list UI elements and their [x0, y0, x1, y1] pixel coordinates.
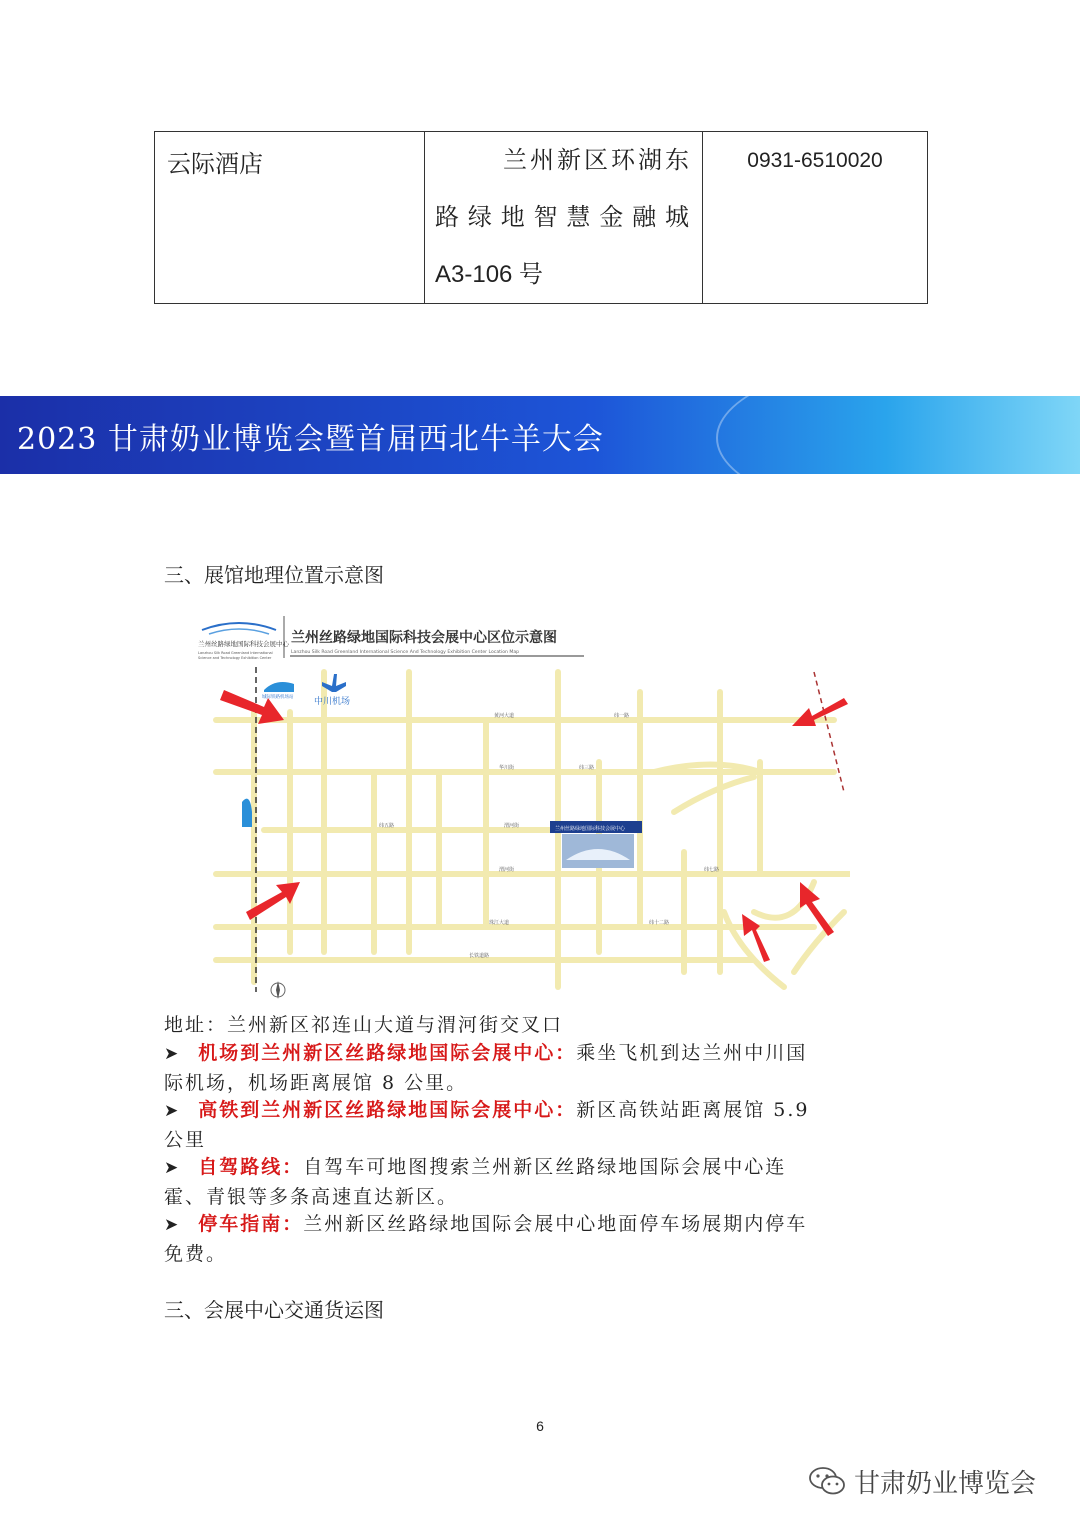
venue-address: 地址：兰州新区祁连山大道与渭河街交叉口 — [164, 1014, 564, 1036]
drive-route — [164, 1153, 824, 1211]
rail-route-text: 新区高铁站距离展馆 5.9 公里 — [164, 1099, 810, 1151]
hotel-address-line: A3-106 号 — [435, 261, 544, 288]
svg-text:珠江大道: 珠江大道 — [489, 920, 510, 926]
parking-guide-text: 兰州新区丝路绿地国际会展中心地面停车场展期内停车免费。 — [164, 1213, 808, 1265]
rail-route — [164, 1096, 824, 1154]
svg-text:纬一路: 纬一路 — [614, 713, 630, 719]
rail-route-label: 高铁到兰州新区丝路绿地国际会展中心： — [198, 1099, 577, 1121]
map-logo-subtext: Lanzhou Silk Road Greenland International — [198, 651, 273, 655]
parking-guide — [164, 1210, 824, 1268]
event-banner — [0, 396, 1080, 474]
venue-label: 兰州丝路绿地国际科技会展中心 — [555, 826, 626, 832]
drive-route-label: 自驾路线： — [198, 1156, 304, 1178]
svg-text:华川街: 华川街 — [499, 765, 515, 771]
svg-text:纬七路: 纬七路 — [704, 867, 720, 873]
svg-text:纬五路: 纬五路 — [379, 823, 395, 829]
bullet-arrow-icon: ➤ — [164, 1044, 181, 1064]
map-title: 兰州丝路绿地国际科技会展中心区位示意图 — [291, 630, 557, 646]
wechat-icon — [808, 1465, 846, 1497]
bullet-arrow-icon: ➤ — [164, 1101, 181, 1121]
bullet-arrow-icon: ➤ — [164, 1215, 181, 1235]
rail-station-label: 城际铁路机场站 — [262, 695, 294, 700]
svg-text:纬三路: 纬三路 — [579, 765, 595, 771]
hotel-address-line: 路绿地智慧金融城 — [435, 203, 692, 231]
hotel-table — [154, 131, 928, 304]
svg-text:黄河大道: 黄河大道 — [494, 713, 515, 719]
svg-text:渭河街: 渭河街 — [499, 867, 515, 873]
table-row — [155, 132, 928, 304]
svg-text:渭河街: 渭河街 — [504, 823, 520, 829]
section-heading-freight: 三、会展中心交通货运图 — [164, 1298, 384, 1322]
map-subtitle: Lanzhou Silk Road Greenland International Science And Technology Exhibition Center Location Map — [291, 650, 520, 655]
drive-route-text: 自驾车可地图搜索兰州新区丝路绿地国际会展中心连霍、青银等多条高速直达新区。 — [164, 1156, 787, 1208]
banner-swoosh-decoration — [716, 396, 1080, 474]
hotel-address — [425, 132, 703, 304]
airport-route-label: 机场到兰州新区丝路绿地国际会展中心： — [198, 1042, 577, 1064]
hotel-name: 云际酒店 — [155, 132, 425, 304]
bullet-arrow-icon: ➤ — [164, 1158, 181, 1178]
page-number: 6 — [536, 1418, 544, 1434]
svg-text:Science and Technology Exhibit: Science and Technology Exhibition Center — [198, 656, 272, 660]
airport-route — [164, 1039, 824, 1097]
map-logo-text: 兰州丝路绿地国际科技会展中心 — [198, 640, 289, 648]
watermark-text: 甘肃奶业博览会 — [854, 1468, 1037, 1499]
hotel-address-line: 兰州新区环湖东 — [503, 146, 692, 174]
location-map — [194, 612, 850, 1004]
section-heading-location: 三、展馆地理位置示意图 — [164, 563, 384, 587]
airport-label: 中川机场 — [314, 697, 351, 707]
account-watermark — [808, 1461, 1036, 1501]
banner-title: 2023 甘肃奶业博览会暨首届西北牛羊大会 — [17, 422, 604, 457]
svg-text:长铁道路: 长铁道路 — [469, 953, 490, 959]
svg-text:纬十二路: 纬十二路 — [649, 920, 670, 926]
venue-marker — [550, 821, 642, 868]
hotel-phone: 0931-6510020 — [703, 132, 928, 304]
airport-route-text: 乘坐飞机到达兰州中川国 际机场，机场距离展馆 8 公里。 — [164, 1042, 808, 1094]
parking-guide-label: 停车指南： — [198, 1213, 304, 1235]
